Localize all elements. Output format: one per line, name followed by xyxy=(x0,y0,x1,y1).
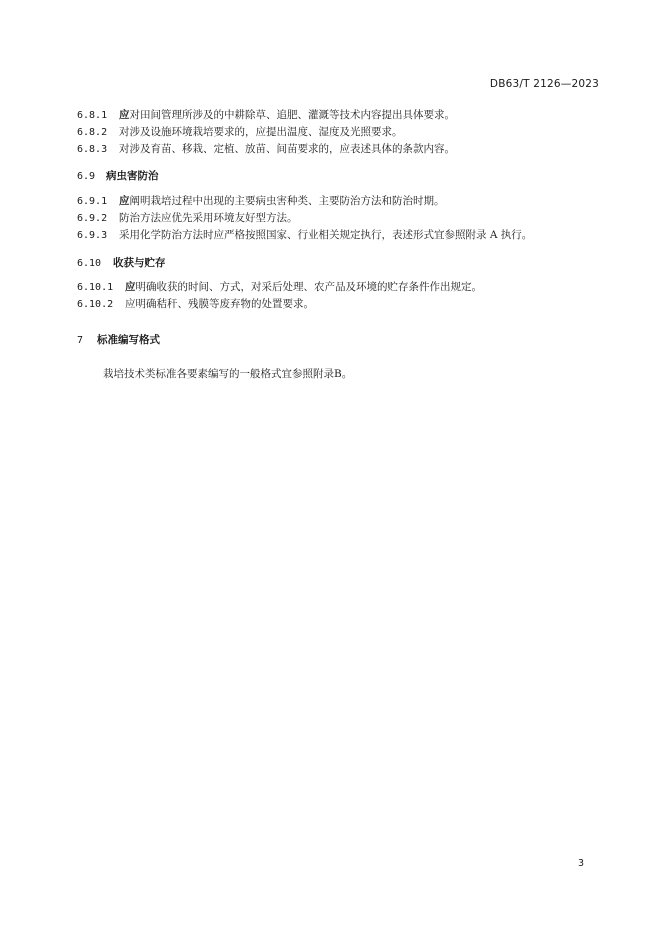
clause-lead: 应 xyxy=(119,109,130,121)
clause-text: 阐明栽培过程中出现的主要病虫害种类、主要防治方法和防治时期。 xyxy=(129,195,445,207)
section-number: 6.10 xyxy=(77,258,102,269)
clause-number: 6.9.2 xyxy=(77,213,108,224)
clause-6-9-3 xyxy=(77,228,532,243)
document-id: DB63/T 2126—2023 xyxy=(489,78,599,90)
clause-6-8-3 xyxy=(77,142,455,157)
clause-text: 采用化学防治方法时应严格按照国家、行业相关规定执行，表述形式宜参照附录 A 执行。 xyxy=(119,229,533,241)
section-heading-6-10 xyxy=(77,256,166,271)
clause-text: 对涉及育苗、移栽、定植、放苗、间苗要求的，应表述具体的条款内容。 xyxy=(119,143,455,155)
clause-number: 6.8.3 xyxy=(77,144,108,155)
clause-number: 6.8.1 xyxy=(77,110,108,121)
section-title: 收获与贮存 xyxy=(113,257,166,269)
clause-text: 对田间管理所涉及的中耕除草、追肥、灌溉等技术内容提出具体要求。 xyxy=(129,109,455,121)
clause-text: 防治方法应优先采用环境友好型方法。 xyxy=(119,212,298,224)
clause-6-9-1 xyxy=(77,194,445,209)
section-title: 标准编写格式 xyxy=(97,334,160,346)
clause-6-8-1 xyxy=(77,108,455,123)
clause-number: 6.8.2 xyxy=(77,127,108,138)
section-heading-7 xyxy=(77,333,160,348)
clause-6-10-2 xyxy=(77,297,314,312)
clause-number: 6.9.3 xyxy=(77,230,108,241)
clause-lead: 应 xyxy=(119,195,130,207)
section-title: 病虫害防治 xyxy=(106,170,159,182)
page-number: 3 xyxy=(577,858,584,869)
paragraph-7: 栽培技术类标准各要素编写的一般格式宜参照附录B。 xyxy=(103,368,353,380)
clause-6-10-1 xyxy=(77,280,482,295)
clause-6-9-2 xyxy=(77,211,298,226)
clause-number: 6.9.1 xyxy=(77,196,108,207)
section-heading-6-9 xyxy=(77,169,159,184)
section-number: 6.9 xyxy=(77,171,96,182)
clause-lead: 应 xyxy=(125,281,136,293)
clause-6-8-2 xyxy=(77,125,403,140)
section-number: 7 xyxy=(77,335,84,346)
clause-number: 6.10.2 xyxy=(77,299,114,310)
clause-text: 对涉及设施环境栽培要求的，应提出温度、湿度及光照要求。 xyxy=(119,126,403,138)
clause-text: 应明确秸秆、残膜等废弃物的处置要求。 xyxy=(125,298,314,310)
clause-text: 明确收获的时间、方式，对采后处理、农产品及环境的贮存条件作出规定。 xyxy=(135,281,482,293)
clause-number: 6.10.1 xyxy=(77,282,114,293)
